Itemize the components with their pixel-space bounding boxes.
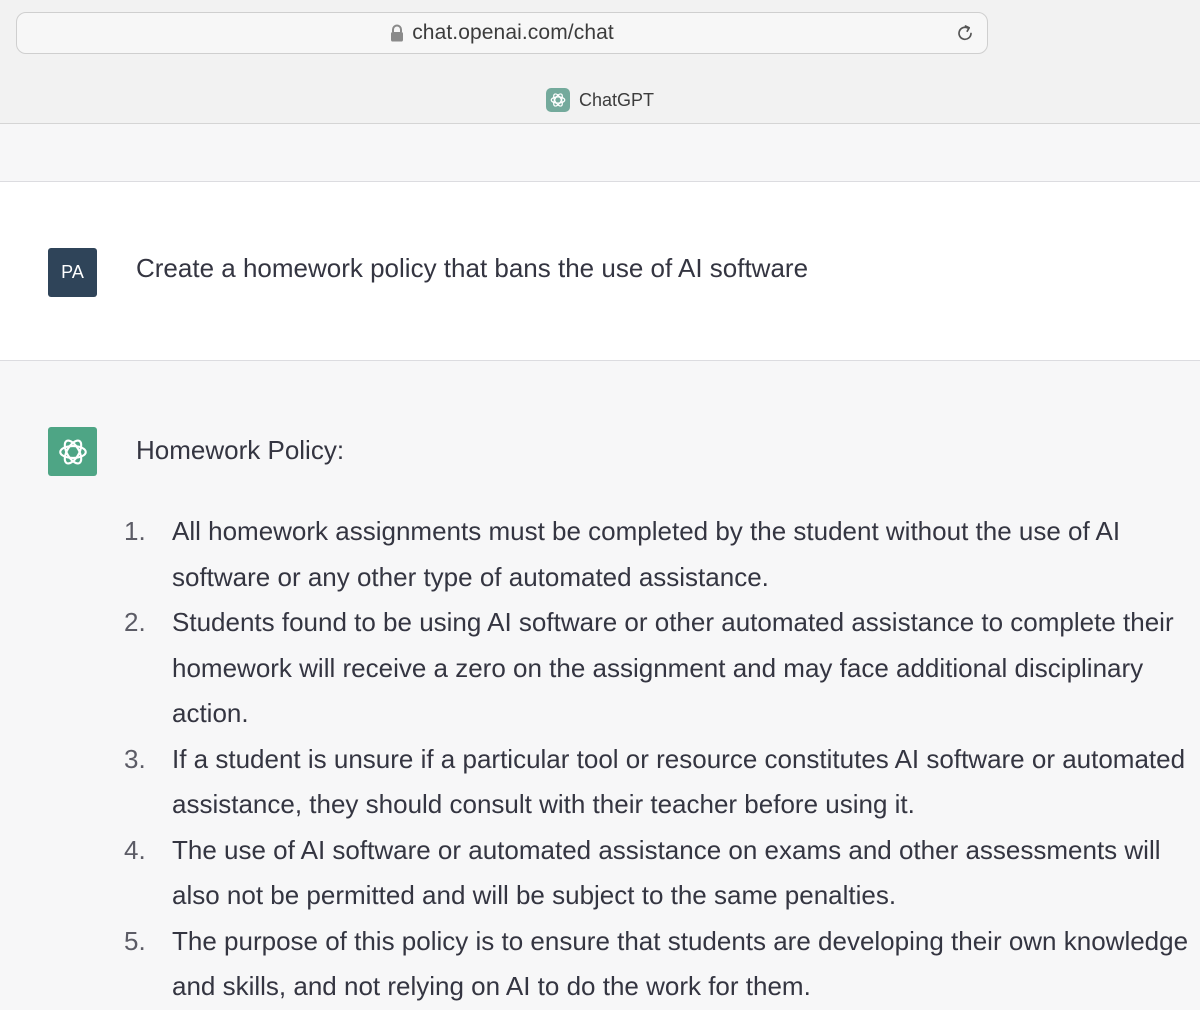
openai-logo-icon [546, 88, 570, 112]
tab-chatgpt[interactable] [0, 86, 1200, 114]
policy-list [124, 509, 1190, 1010]
user-avatar-initials: PA [61, 262, 84, 282]
list-item [124, 509, 1190, 600]
browser-chrome [0, 0, 1200, 124]
list-item-text: All homework assignments must be completed by the student without the use of AI software or any other type of automated assistance. [172, 516, 1121, 592]
list-item-number: 4. [124, 834, 146, 865]
address-bar[interactable] [16, 12, 988, 54]
list-item [124, 919, 1190, 1010]
list-item-number: 2. [124, 607, 146, 637]
list-item-number: 5. [124, 925, 146, 956]
url-text: chat.openai.com/chat [412, 21, 614, 44]
response-heading: Homework Policy: [136, 435, 345, 465]
list-item-text: The use of AI software or automated assistance on exams and other assessments will also not be permitted and will be subject to the same penalties. [172, 834, 1161, 910]
list-item [124, 600, 1190, 737]
user-message-text: Create a homework policy that bans the use of AI software [136, 253, 809, 283]
lock-icon [390, 24, 404, 42]
conversation-top [0, 124, 1200, 182]
tab-title: ChatGPT [578, 89, 655, 110]
list-item-text: The purpose of this policy is to ensure that students are developing their own knowledge and skills, and not relying on AI to do the work for them. [172, 925, 1189, 1001]
list-item-text: Students found to be using AI software or other automated assistance to complete their homework will receive a zero on the assignment and may face additional disciplinary action. [172, 607, 1174, 728]
assistant-message-row [0, 361, 1200, 1010]
list-item [124, 828, 1190, 919]
reload-icon[interactable] [955, 23, 975, 43]
openai-logo-icon [56, 435, 90, 469]
assistant-avatar [48, 427, 97, 476]
user-message-row [0, 182, 1200, 361]
user-avatar [48, 248, 97, 297]
list-item [124, 737, 1190, 828]
list-item-number: 1. [124, 516, 146, 546]
list-item-text: If a student is unsure if a particular tool or resource constitutes AI software or automated assistance, they should consult with their teacher before using it. [172, 743, 1186, 819]
url-wrap [17, 13, 987, 53]
list-item-number: 3. [124, 743, 146, 774]
